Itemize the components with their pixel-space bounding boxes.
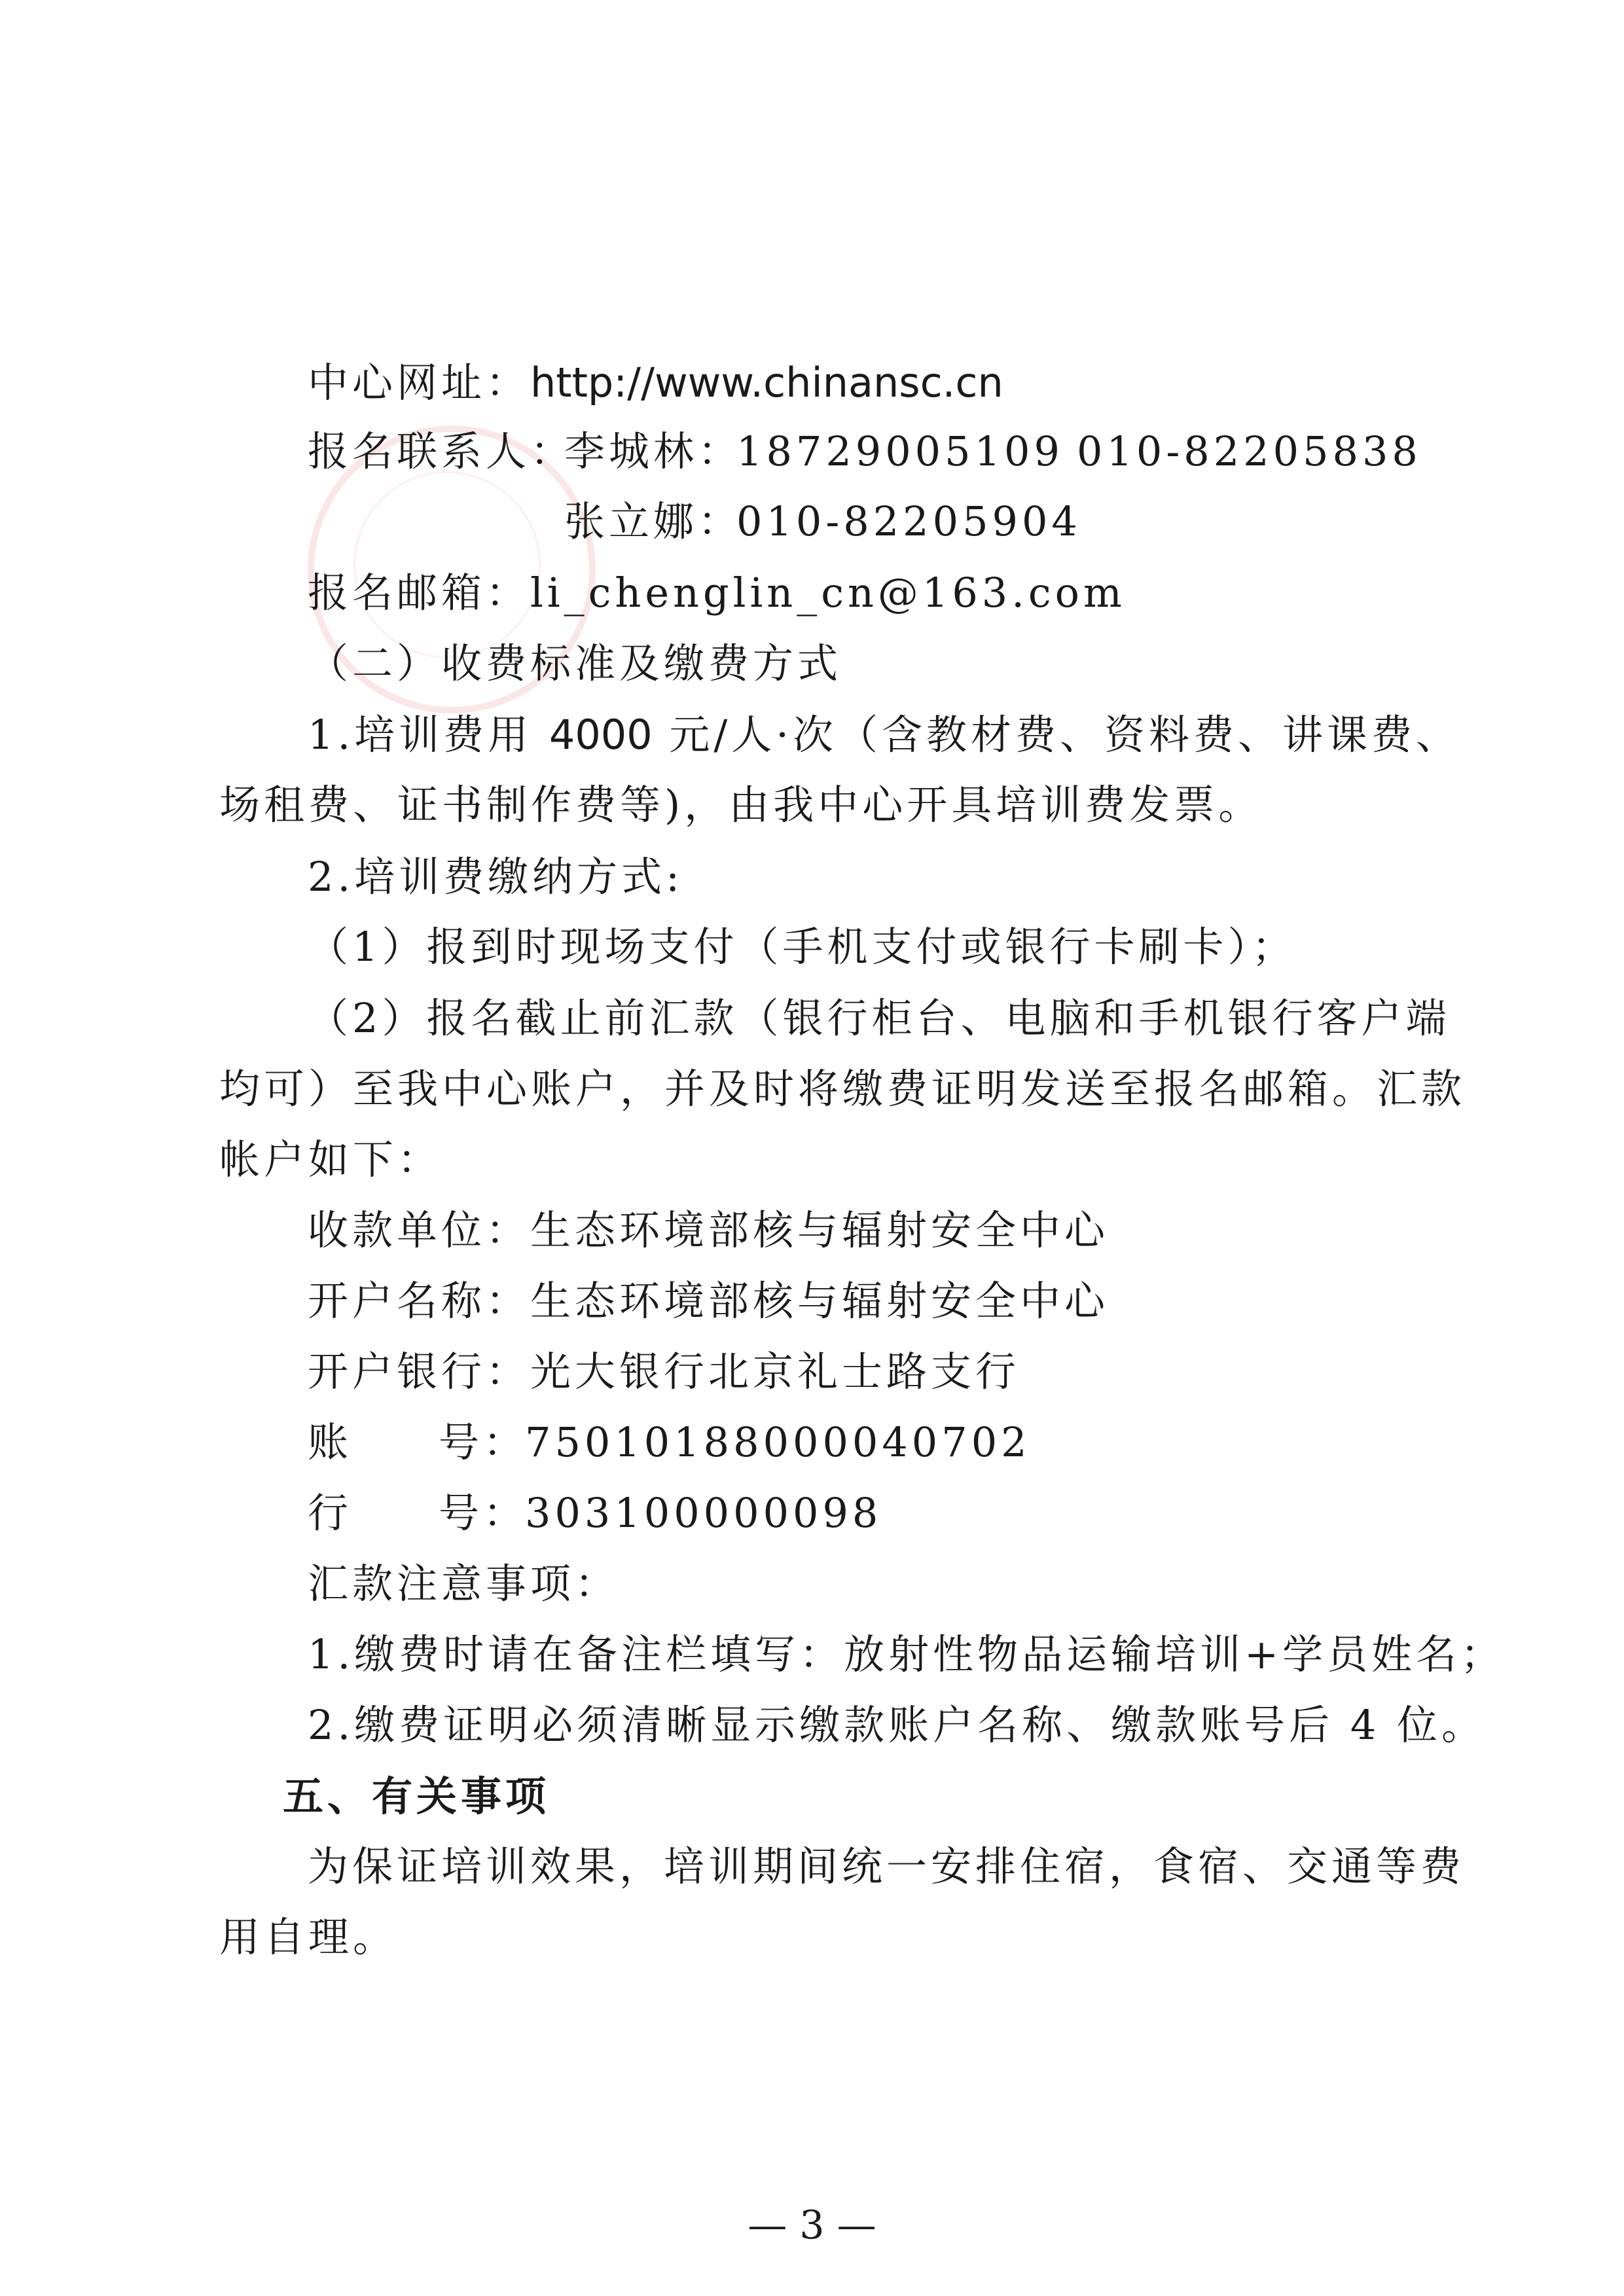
email-line [308, 567, 1126, 619]
note-2: 2.缴费证明必须清晰显示缴款账户名称、缴款账号后 4 位。 [308, 1701, 1487, 1749]
account-number: 75010188000040702 [525, 1418, 1031, 1466]
payee: 收款单位：生态环境部核与辐射安全中心 [308, 1206, 1110, 1254]
bank-code-label-b: 号： [439, 1489, 528, 1537]
payment-method-2-line1: （2）报名截止前汇款（银行柜台、电脑和手机银行客户端 [308, 994, 1451, 1042]
section-5-heading: 五、有关事项 [283, 1772, 550, 1820]
bank-name: 开户银行：光大银行北京礼士路支行 [308, 1348, 1020, 1395]
contact-phone-1b: 010-82205838 [1077, 427, 1422, 475]
bank-code: 303100000098 [525, 1489, 882, 1537]
fees-item-1-line2: 场租费、证书制作费等)，由我中心开具培训费发票。 [219, 781, 1263, 829]
email-address[interactable]: li_chenglin_cn@163.com [530, 569, 1126, 617]
payment-method-2-line3: 帐户如下： [219, 1136, 442, 1183]
section-5-line1: 为保证培训效果，培训期间统一安排住宿，食宿、交通等费 [308, 1842, 1466, 1890]
contact-phone-2: 010-82205904 [736, 497, 1081, 545]
fees-item-1-suffix: 元/人·次（含教材费、资料费、讲课费、 [652, 711, 1460, 759]
website-line [308, 357, 1003, 409]
fees-item-1-amount: 4000 [549, 711, 653, 759]
email-label: 报名邮箱： [308, 569, 531, 617]
fees-heading: （二）收费标准及缴费方式 [308, 639, 842, 687]
note-1: 1.缴费时请在备注栏填写：放射性物品运输培训+学员姓名； [308, 1630, 1506, 1678]
fees-item-2: 2.培训费缴纳方式: [308, 853, 684, 901]
faint-official-seal-inner-ring [353, 471, 541, 658]
fees-item-1-prefix: 1.培训费用 [308, 711, 549, 759]
notes-heading: 汇款注意事项： [308, 1560, 620, 1607]
contact-person-2: 张立娜： [564, 497, 743, 545]
website-label: 中心网址： [308, 359, 531, 406]
payment-method-2-line2: 均可）至我中心账户，并及时将缴费证明发送至报名邮箱。汇款 [219, 1065, 1466, 1113]
website-url[interactable]: http://www.chinansc.cn [530, 359, 1003, 406]
contact-phone-1a: 18729005109 [736, 427, 1064, 475]
account-name: 开户名称：生态环境部核与辐射安全中心 [308, 1277, 1110, 1325]
contact-person-1: 李城林： [564, 427, 743, 475]
page-number: — 3 — [748, 2202, 876, 2248]
account-number-label-a: 账 [308, 1418, 353, 1466]
bank-code-label-a: 行 [308, 1489, 353, 1537]
payment-method-1: （1）报到时现场支付（手机支付或银行卡刷卡）； [308, 923, 1297, 971]
contacts-label: 报名联系人： [308, 427, 575, 475]
account-number-label-b: 号： [439, 1418, 528, 1466]
section-5-line2: 用自理。 [219, 1913, 398, 1961]
fees-item-1 [308, 709, 1460, 761]
